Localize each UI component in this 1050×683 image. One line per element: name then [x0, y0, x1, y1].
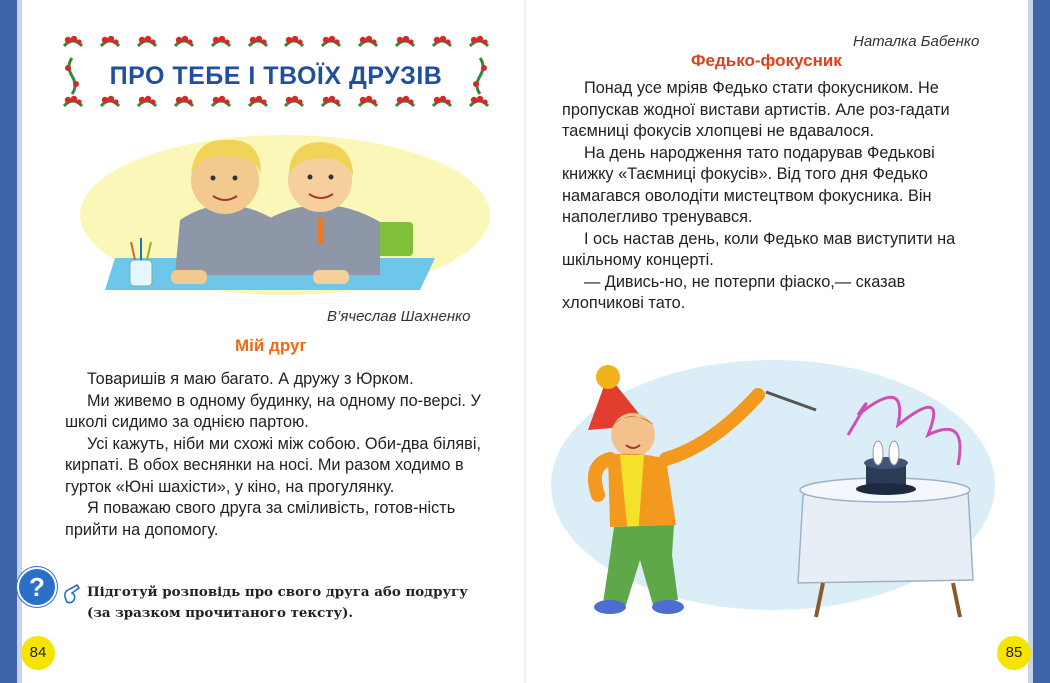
berry-ornament-icon: [173, 34, 195, 52]
left-paragraph: Усі кажуть, ніби ми схожі між собою. Оби-два біляві, кирпаті. В обох веснянки на носі. Ми разом ходимо в гурток «Юні шахісти», у кіно, на прогулянку.: [65, 434, 481, 496]
berry-ornament-icon: [320, 34, 342, 52]
berry-ornament-icon: [357, 34, 379, 52]
berry-ornament-icon: [62, 34, 84, 52]
two-friends-illustration: [75, 130, 495, 295]
berry-ornament-icon: [357, 94, 379, 112]
page-number-left: 84: [21, 636, 55, 670]
berry-ornament-icon: [320, 94, 342, 112]
right-edge-stripe: [1033, 0, 1050, 683]
left-paragraph: Товаришів я маю багато. А дружу з Юрком.: [87, 370, 414, 388]
berry-ornament-icon: [136, 94, 158, 112]
right-paragraph: Понад усе мріяв Федько стати фокусником. Не пропускав жодної вистави артистів. Але роз-гадати таємниці фокусів хлопцеві не вдавалося.: [562, 79, 950, 140]
right-paragraph: І ось настав день, коли Федько мав виступити на шкільному концерті.: [562, 229, 956, 269]
top-ornament-border: [62, 34, 490, 54]
magician-boy-illustration: [548, 355, 998, 625]
right-story-title: Федько-фокусник: [691, 51, 842, 70]
berry-ornament-icon: [99, 94, 121, 112]
right-paragraph: На день народження тато подарував Федькові книжку «Таємниці фокусів». Від того дня Федько намагався оволодіти мистецтвом фокусника. Він наполегливо тренувався.: [562, 143, 935, 226]
berry-ornament-icon: [283, 34, 305, 52]
right-author: Наталка Бабенко: [853, 33, 980, 50]
left-story-text: [65, 369, 489, 541]
task-line-1: Підготуй розповідь про свого друга або подругу: [87, 584, 468, 600]
right-ornament-icon: [470, 56, 490, 96]
book-gutter: [524, 0, 526, 683]
berry-ornament-icon: [210, 34, 232, 52]
bottom-ornament-border: [62, 94, 490, 114]
task-text: [87, 582, 489, 624]
berry-ornament-icon: [62, 94, 84, 112]
berry-ornament-icon: [394, 94, 416, 112]
task-line-2: (за зразком прочитаного тексту).: [87, 605, 354, 621]
page-number-right: 85: [997, 636, 1031, 670]
berry-ornament-icon: [173, 94, 195, 112]
right-paragraph: — Дивись-но, не потерпи фіаско,— сказав хлопчикові тато.: [562, 272, 906, 312]
berry-ornament-icon: [468, 94, 490, 112]
left-paragraph: Я поважаю свого друга за сміливість, готов-ність прийти на допомогу.: [65, 499, 456, 539]
section-title: ПРО ТЕБЕ І ТВОЇХ ДРУЗІВ: [109, 62, 443, 90]
berry-ornament-icon: [210, 94, 232, 112]
berry-ornament-icon: [394, 34, 416, 52]
left-edge-stripe: [0, 0, 17, 683]
berry-ornament-icon: [431, 94, 453, 112]
berry-ornament-icon: [468, 34, 490, 52]
berry-ornament-icon: [247, 94, 269, 112]
berry-ornament-icon: [136, 34, 158, 52]
berry-ornament-icon: [283, 94, 305, 112]
left-story-title: Мій друг: [235, 336, 307, 355]
berry-ornament-icon: [99, 34, 121, 52]
right-edge-inner-stripe: [1028, 0, 1033, 683]
berry-ornament-icon: [431, 34, 453, 52]
pencil-hand-icon: [62, 583, 82, 605]
berry-ornament-icon: [247, 34, 269, 52]
left-paragraph: Ми живемо в одному будинку, на одному по-версі. У школі сидимо за однією партою.: [65, 391, 481, 431]
left-ornament-icon: [62, 56, 82, 96]
left-author: В’ячеслав Шахненко: [327, 308, 471, 325]
question-icon: ?: [17, 567, 57, 607]
right-story-text: [562, 78, 986, 315]
